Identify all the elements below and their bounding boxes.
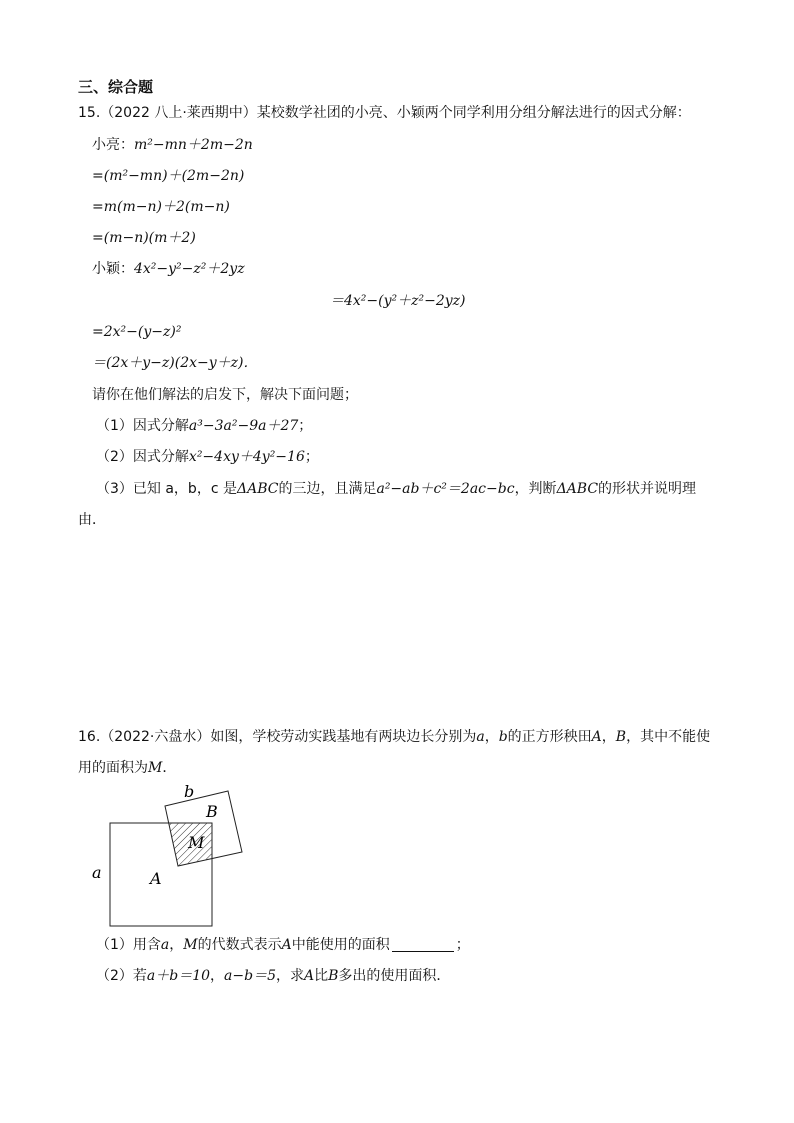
q15-xy-line2: ＝4x²−(y²＋z²−2yz) <box>330 293 466 309</box>
q16-part1-var-a: a <box>160 937 170 953</box>
q16-intro-b: 的正方形秧田 <box>507 729 592 745</box>
q16-part2-eq1: a＋b＝10 <box>146 968 211 984</box>
q16-intro-line2 <box>78 759 176 777</box>
q15-part1-end: ； <box>298 418 313 434</box>
q15-part1-text: （1）因式分解 <box>96 418 189 434</box>
q16-intro-c: ，其中不能使 <box>626 729 711 745</box>
q16-part2 <box>96 967 450 985</box>
answer-blank[interactable] <box>392 937 454 952</box>
q15-part3-text-b: 的三边，且满足 <box>278 481 377 497</box>
q15-part3-text-c: ，判断 <box>514 481 557 497</box>
q15-xl-line2: =(m²−mn)＋(2m−2n) <box>92 168 245 184</box>
q15-xl-label: 小亮： <box>92 137 134 153</box>
q16-sep-1: ， <box>484 729 499 745</box>
q15-xl-line1 <box>92 136 253 154</box>
q15-part3-triangle: ΔABC <box>236 481 279 497</box>
q16-part1-sep: ， <box>169 937 184 953</box>
q15-xy-expr1: 4x²−y²−z²＋2yz <box>134 261 245 277</box>
q16-line2-end: ． <box>162 760 177 776</box>
q15-xy-line4: ＝(2x＋y−z)(2x−y＋z)． <box>92 355 258 371</box>
q15-xy-line1 <box>92 260 245 278</box>
q15-xy-line3: =2x²−(y−z)² <box>92 324 182 340</box>
q15-part2 <box>96 448 319 466</box>
q15-part3-text-d: 的形状并说明理 <box>598 481 697 497</box>
q16-part2-text-b: ，求 <box>276 968 304 984</box>
q16-var-B: B <box>615 729 627 745</box>
q16-part2-text-a: （2）若 <box>96 968 147 984</box>
q15-part3-triangle-2: ΔABC <box>556 481 599 497</box>
label-a: a <box>92 863 102 882</box>
q16-var-b: b <box>498 729 508 745</box>
q15-part3-equation: a²−ab＋c²＝2ac−bc <box>376 481 515 497</box>
q16-part1-text-b: 的代数式表示 <box>197 937 282 953</box>
q15-part3-text-a: （3）已知 a，b，c 是 <box>96 481 237 497</box>
q16-part2-var-A: A <box>304 968 315 984</box>
q16-part2-text-d: 多出的使用面积． <box>338 968 451 984</box>
q16-var-a: a <box>476 729 485 745</box>
q16-part1-var-A: A <box>281 937 292 953</box>
q15-prompt: 请你在他们解法的启发下，解决下面问题； <box>92 387 358 403</box>
q15-xl-line3: =m(m−n)＋2(m−n) <box>92 199 230 215</box>
q16-line2-a: 用的面积为 <box>78 760 148 776</box>
q16-part1-text-a: （1）用含 <box>96 937 161 953</box>
q15-part2-end: ； <box>304 449 319 465</box>
q16-intro-line1 <box>78 728 710 746</box>
label-M: M <box>188 833 205 852</box>
q16-var-A: A <box>591 729 602 745</box>
q15-xl-line4: =(m−n)(m＋2) <box>92 230 196 246</box>
label-B: B <box>206 802 218 821</box>
q15-part3-end: 由． <box>78 512 106 528</box>
q16-part2-text-c: 比 <box>314 968 329 984</box>
q15-xl-expr1: m²−mn＋2m−2n <box>134 137 253 153</box>
q16-part2-var-B: B <box>328 968 339 984</box>
q15-xy-label: 小颖： <box>92 261 134 277</box>
q16-intro-a: 16.（2022·六盘水）如图，学校劳动实践基地有两块边长分别为 <box>78 729 477 745</box>
q15-part1-math: a³−3a²−9a＋27 <box>188 418 299 434</box>
q16-var-M: M <box>148 760 163 776</box>
q16-part1-end: ； <box>455 937 470 953</box>
q15-part2-text: （2）因式分解 <box>96 449 189 465</box>
squares-figure <box>80 780 260 930</box>
q15-intro: 15.（2022 八上·莱西期中）某校数学社团的小亮、小颖两个同学利用分组分解法进行的因式分解： <box>78 105 691 121</box>
q15-part3 <box>96 480 696 498</box>
q16-part1 <box>96 936 470 954</box>
label-A: A <box>150 869 162 888</box>
q16-part1-var-M: M <box>183 937 198 953</box>
q16-part2-eq2: a−b＝5 <box>224 968 276 984</box>
q16-sep-2: ， <box>601 729 616 745</box>
q15-part2-math: x²−4xy＋4y²−16 <box>188 449 305 465</box>
q16-part2-sep: ， <box>210 968 225 984</box>
label-b: b <box>184 782 195 801</box>
section-title: 三、综合题 <box>78 78 154 96</box>
q16-part1-text-c: 中能使用的面积 <box>291 937 390 953</box>
q15-part1 <box>96 417 312 435</box>
